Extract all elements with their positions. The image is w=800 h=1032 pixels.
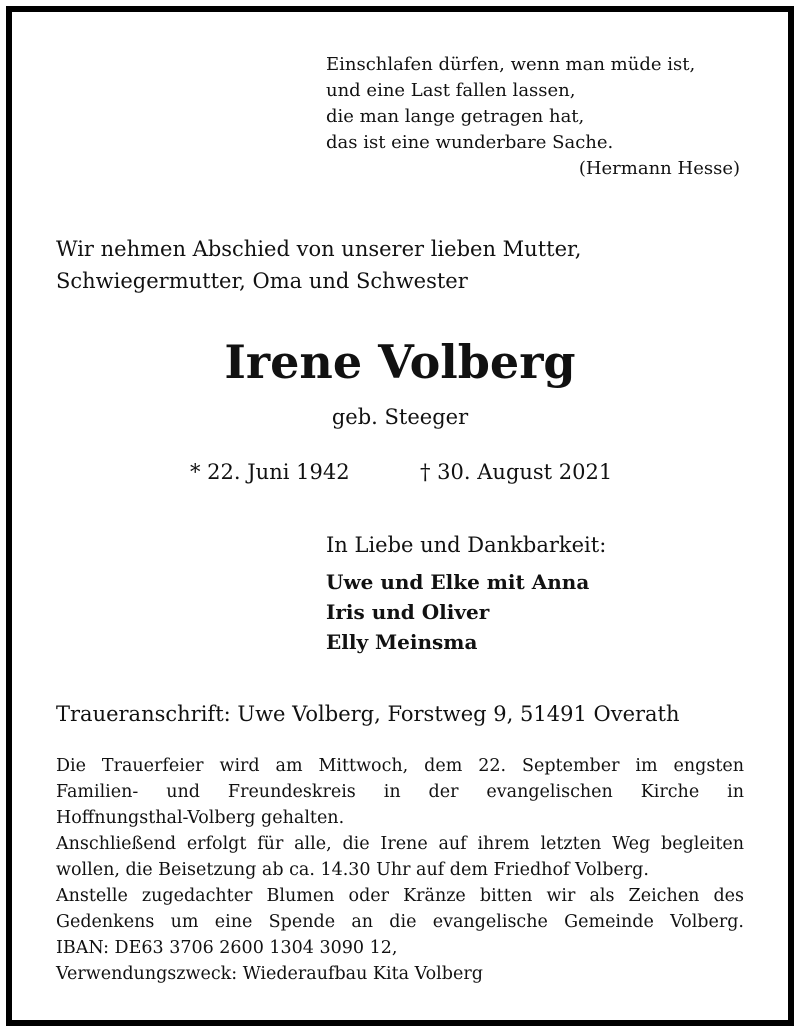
mourner-name: Iris und Oliver	[326, 600, 490, 624]
intro-text	[56, 233, 581, 297]
intro-line: Wir nehmen Abschied von unserer lieben Mutter,	[56, 237, 582, 261]
deceased-name: Irene Volberg	[224, 335, 576, 389]
mourning-address: Traueranschrift: Uwe Volberg, Forstweg 9, 51491 Overath	[56, 702, 680, 726]
details-line: wollen, die Beisetzung ab ca. 14.30 Uhr auf dem Friedhof Volberg.	[56, 860, 649, 880]
details-line: Die Trauerfeier wird am Mittwoch, dem 22. September im engsten	[56, 756, 744, 776]
poem-line: und eine Last fallen lassen,	[326, 80, 576, 101]
poem-author: (Hermann Hesse)	[578, 158, 740, 179]
details-line: Familien- und Freundeskreis in der evangelischen Kirche in	[56, 782, 744, 802]
mourner-name: Elly Meinsma	[326, 630, 478, 654]
details-line: Hoffnungsthal-Volberg gehalten.	[56, 808, 345, 828]
details-line: Verwendungszweck: Wiederaufbau Kita Volberg	[56, 964, 483, 984]
poem-line: die man lange getragen hat,	[326, 106, 585, 127]
mourners-list	[326, 567, 589, 657]
ceremony-details	[56, 753, 744, 987]
details-line: IBAN: DE63 3706 2600 1304 3090 12,	[56, 938, 398, 958]
intro-line: Schwiegermutter, Oma und Schwester	[56, 269, 468, 293]
mourners-heading: In Liebe und Dankbarkeit:	[326, 533, 607, 557]
maiden-name: geb. Steeger	[331, 405, 469, 429]
poem-line: Einschlafen dürfen, wenn man müde ist,	[326, 54, 696, 75]
details-line: Gedenkens um eine Spende an die evangelische Gemeinde Volberg.	[56, 912, 744, 932]
poem	[326, 52, 695, 156]
birth-date: * 22. Juni 1942	[190, 460, 350, 484]
details-line: Anstelle zugedachter Blumen oder Kränze bitten wir als Zeichen des	[56, 886, 744, 906]
mourner-name: Uwe und Elke mit Anna	[326, 570, 590, 594]
death-date: † 30. August 2021	[420, 460, 613, 484]
details-line: Anschließend erfolgt für alle, die Irene auf ihrem letzten Weg begleiten	[56, 834, 744, 854]
poem-line: das ist eine wunderbare Sache.	[326, 132, 614, 153]
